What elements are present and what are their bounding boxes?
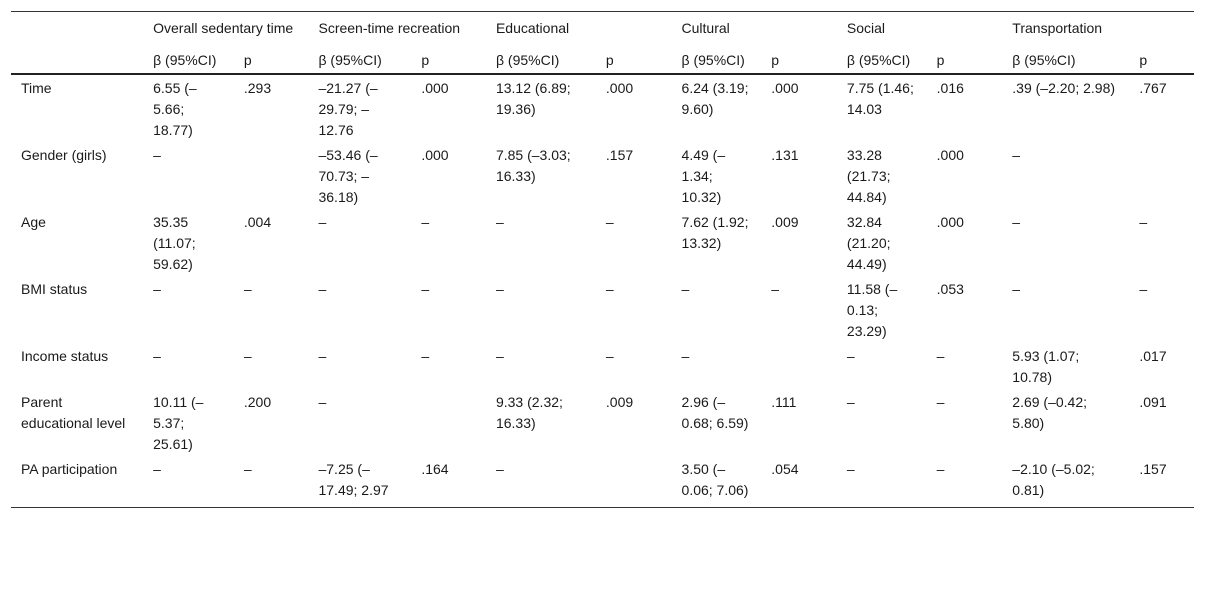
beta-ci-cell: –21.27 (–29.79; –12.76 (318, 80, 378, 138)
p-value-cell: – (771, 281, 780, 297)
p-value-header: p (927, 46, 1003, 74)
p-value-cell: .000 (936, 147, 964, 163)
p-value-cell (234, 142, 309, 209)
p-value-cell: – (927, 456, 1003, 508)
header-corner (11, 12, 143, 47)
group-header: Cultural (672, 12, 837, 47)
beta-ci-cell: 3.50 (–0.06; 7.06) (672, 456, 762, 508)
beta-ci-header: β (95%CI) (672, 46, 762, 74)
beta-ci-cell: 7.62 (1.92; 13.32) (681, 214, 749, 251)
p-value-cell: .054 (761, 456, 837, 508)
row-label: Income status (21, 348, 109, 364)
p-value-cell: – (234, 456, 309, 508)
regression-table-container (11, 11, 1194, 508)
beta-ci-cell: 9.33 (2.32; 16.33) (495, 394, 563, 431)
beta-ci-header: β (95%CI) (143, 46, 234, 74)
group-header: Overall sedentary time (143, 12, 308, 47)
p-value-cell (761, 343, 837, 389)
beta-ci-cell: 7.75 (1.46; 14.03 (846, 80, 914, 117)
beta-ci-cell: –7.25 (–17.49; 2.97 (308, 456, 411, 508)
table-row (11, 276, 1194, 343)
beta-ci-cell: 2.96 (–0.68; 6.59) (681, 394, 749, 431)
beta-ci-header: β (95%CI) (1002, 46, 1129, 74)
beta-ci-cell: 13.12 (6.89; 19.36) (495, 80, 571, 117)
table-row (11, 456, 1194, 508)
beta-ci-cell: – (318, 348, 327, 364)
beta-ci-cell: – (846, 348, 855, 364)
beta-ci-cell: – (153, 147, 161, 163)
p-value-cell: .164 (411, 456, 486, 508)
p-value-cell: – (243, 348, 252, 364)
p-value-cell: .111 (771, 394, 797, 410)
beta-ci-cell: – (1012, 147, 1021, 163)
p-value-cell: .200 (243, 394, 272, 410)
p-value-cell: .131 (771, 147, 799, 163)
subheader-corner (11, 46, 143, 74)
table-row (11, 209, 1194, 276)
group-header: Transportation (1002, 12, 1194, 47)
beta-ci-cell: – (495, 214, 504, 230)
p-value-cell (1129, 142, 1194, 209)
beta-ci-header: β (95%CI) (837, 46, 927, 74)
beta-ci-cell: – (143, 456, 234, 508)
beta-ci-cell: 32.84 (21.20; 44.49) (846, 214, 891, 272)
beta-ci-cell: – (846, 394, 855, 410)
p-value-cell: – (421, 214, 430, 230)
sub-header-row (11, 46, 1194, 74)
beta-ci-cell: – (495, 281, 504, 297)
beta-ci-cell: 7.85 (–3.03; 16.33) (495, 147, 571, 184)
p-value-cell: – (421, 281, 430, 297)
beta-ci-cell: 10.11 (–5.37; 25.61) (153, 394, 204, 452)
p-value-cell: .009 (605, 394, 634, 410)
p-value-header: p (411, 46, 486, 74)
beta-ci-cell: 6.24 (3.19; 9.60) (681, 80, 749, 117)
p-value-cell (411, 389, 486, 456)
p-value-cell: .004 (243, 214, 272, 230)
p-value-cell: .053 (936, 281, 964, 297)
group-header: Educational (486, 12, 672, 47)
p-value-cell: .000 (421, 147, 449, 163)
beta-ci-cell: – (318, 214, 327, 230)
p-value-cell (596, 456, 672, 508)
p-value-header: p (1129, 46, 1194, 74)
p-value-cell: – (605, 348, 614, 364)
beta-ci-cell: – (318, 281, 327, 297)
row-label: Age (21, 214, 46, 230)
table-body (11, 74, 1194, 508)
beta-ci-cell: 11.58 (–0.13; 23.29) (846, 281, 898, 339)
beta-ci-cell: – (837, 456, 927, 508)
beta-ci-cell: 6.55 (–5.66; 18.77) (153, 80, 197, 138)
regression-table (11, 11, 1194, 508)
p-value-cell: .091 (1139, 394, 1167, 410)
table-row (11, 389, 1194, 456)
beta-ci-cell: – (681, 348, 690, 364)
beta-ci-cell: – (486, 456, 596, 508)
beta-ci-cell: – (1012, 281, 1021, 297)
group-header: Screen-time recreation (308, 12, 485, 47)
p-value-cell: – (605, 214, 614, 230)
row-label: Time (21, 80, 52, 96)
p-value-cell: .000 (421, 80, 449, 96)
beta-ci-header: β (95%CI) (486, 46, 596, 74)
p-value-cell: .000 (771, 80, 799, 96)
beta-ci-cell: .39 (–2.20; 2.98) (1012, 80, 1116, 96)
row-label: PA participation (11, 456, 143, 508)
beta-ci-cell: 35.35 (11.07; 59.62) (153, 214, 196, 272)
p-value-cell: .293 (243, 80, 272, 96)
p-value-cell: – (936, 348, 945, 364)
table-row (11, 343, 1194, 389)
row-label: Gender (girls) (21, 147, 107, 163)
p-value-header: p (761, 46, 837, 74)
beta-ci-cell: –53.46 (–70.73; –36.18) (318, 147, 378, 205)
beta-ci-cell: 5.93 (1.07; 10.78) (1012, 348, 1080, 385)
beta-ci-cell: – (1012, 214, 1021, 230)
beta-ci-cell: 2.69 (–0.42; 5.80) (1012, 394, 1088, 431)
p-value-header: p (234, 46, 309, 74)
beta-ci-cell: –2.10 (–5.02; 0.81) (1002, 456, 1129, 508)
group-header: Social (837, 12, 1002, 47)
p-value-cell: .017 (1139, 348, 1167, 364)
row-label: BMI status (21, 281, 88, 297)
p-value-cell: – (605, 281, 614, 297)
beta-ci-cell: – (153, 348, 161, 364)
group-header-row (11, 12, 1194, 47)
p-value-cell: .157 (1129, 456, 1194, 508)
beta-ci-cell: – (681, 281, 690, 297)
p-value-cell: .157 (605, 147, 634, 163)
p-value-cell: – (1139, 214, 1148, 230)
p-value-cell: – (936, 394, 945, 410)
beta-ci-cell: 33.28 (21.73; 44.84) (846, 147, 891, 205)
beta-ci-cell: – (318, 394, 327, 410)
table-row (11, 142, 1194, 209)
p-value-header: p (596, 46, 672, 74)
p-value-cell: .016 (936, 80, 964, 96)
beta-ci-cell: – (153, 281, 161, 297)
p-value-cell: .000 (605, 80, 634, 96)
p-value-cell: – (421, 348, 430, 364)
table-row (11, 74, 1194, 142)
p-value-cell: .767 (1139, 80, 1167, 96)
p-value-cell: .000 (936, 214, 964, 230)
beta-ci-cell: 4.49 (–1.34; 10.32) (681, 147, 726, 205)
p-value-cell: – (243, 281, 252, 297)
beta-ci-header: β (95%CI) (308, 46, 411, 74)
beta-ci-cell: – (495, 348, 504, 364)
p-value-cell: – (1139, 281, 1148, 297)
p-value-cell: .009 (771, 214, 799, 230)
row-label: Parent educational level (21, 394, 126, 431)
